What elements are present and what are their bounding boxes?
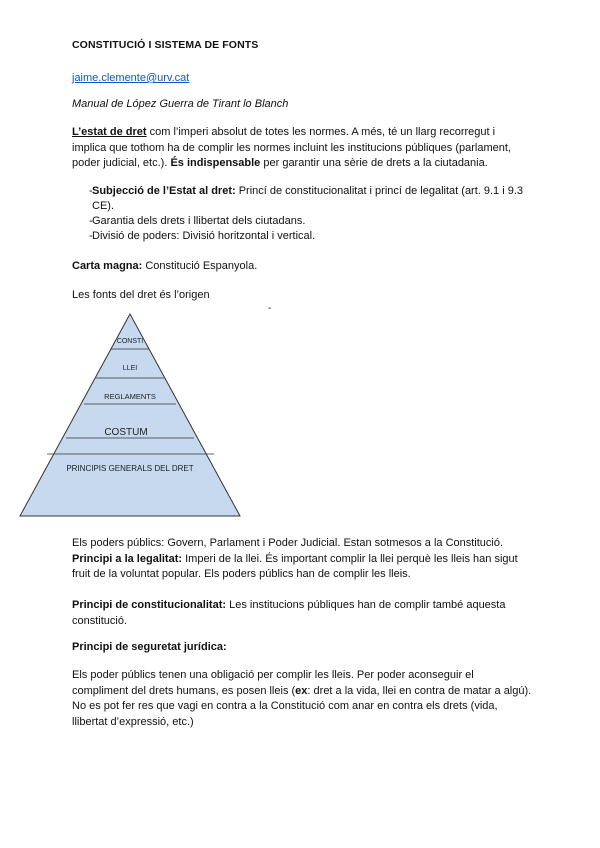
manual-reference: Manual de López Guerra de Tirant lo Blanch: [72, 98, 289, 110]
paragraph-seguretat: [72, 668, 532, 730]
pyramid-level-label: LLEI: [122, 365, 138, 372]
paragraph-estat-de-dret: [72, 125, 532, 172]
list-item-text: Princí de constitucionalitat i princí de legalitat (art. 9.1 i 9.3 CE).: [92, 185, 524, 212]
list-item-bold: Subjecció de l’Estat al dret:: [92, 185, 236, 197]
list-item-text: Divisió de poders: Divisió horitzontal i vertical.: [92, 230, 316, 242]
list-item: [72, 214, 532, 229]
paragraph-text: per garantir una sèrie de drets a la ciutadania.: [260, 157, 488, 169]
pyramid-level-label: COSTUM: [104, 427, 148, 438]
poders-text: Els poders públics: Govern, Parlament i Poder Judicial. Estan sotmesos a la Constitució.: [72, 537, 504, 549]
legalitat-label: Principi a la legalitat:: [72, 552, 183, 565]
page-title: CONSTITUCIÓ I SISTEMA DE FONTS: [72, 39, 259, 51]
seguretat-label: Principi de seguretat jurídica:: [72, 641, 227, 653]
heading-seguretat-juridica: [72, 640, 532, 656]
list-item: [72, 184, 532, 214]
seguretat-text: Els poder públics tenen una obligació per complir les lleis. Per poder aconseguir el compliment del drets humans, es posen lleis (: [72, 669, 474, 697]
bullet-list: [72, 184, 532, 244]
seguretat-text: : dret a la vida, llei en contra de matar a algú). No es pot fer res que vagi en contra a la Constitució com anar en contra els drets (vida, llibertat d’expressió, etc.): [72, 684, 532, 728]
list-item-text: Garantia dels drets i llibertat dels ciutadans.: [92, 215, 306, 227]
constitucionalitat-label: Principi de constitucionalitat:: [72, 599, 227, 611]
paragraph-poders-legalitat: [72, 536, 532, 583]
legalitat-text: [72, 552, 532, 583]
bold-indispensable: És indispensable: [170, 157, 261, 169]
legalitat-body: Imperi de la llei. És important complir la llei perquè les lleis han sigut fruit de la voluntat popular. Els poders públics han de complir les lleis.: [72, 552, 518, 580]
list-item: [72, 229, 532, 244]
carta-magna-text: Constitució Espanyola.: [142, 260, 258, 272]
paragraph-text: com l’imperi absolut de totes les normes. A més, té un llarg recorregut i implica que tothom ha de complir les normes incluint les institucions públiques (parlament, poder judicial, etc.).: [72, 126, 511, 169]
paragraph-constitucionalitat: [72, 598, 532, 629]
fonts-intro: Les fonts del dret és l’origen: [72, 289, 210, 301]
constitucionalitat-body: Les institucions públiques han de complir també aquesta constitució.: [72, 599, 506, 627]
pyramid-diagram: [18, 312, 242, 518]
email-link[interactable]: jaime.clemente@urv.cat: [72, 72, 190, 84]
carta-magna-label: Carta magna:: [72, 260, 143, 272]
pyramid-level-label: REGLAMENTS: [104, 392, 156, 401]
pyramid-level-label: PRINCIPIS GENERALS DEL DRET: [66, 464, 194, 473]
pyramid-level-label: CONSTI: [116, 338, 144, 345]
paragraph-carta-magna: [72, 259, 532, 275]
ex-label: ex: [295, 684, 308, 697]
stray-dash: -: [268, 303, 272, 314]
term-estat-de-dret: L’estat de dret: [72, 126, 147, 138]
